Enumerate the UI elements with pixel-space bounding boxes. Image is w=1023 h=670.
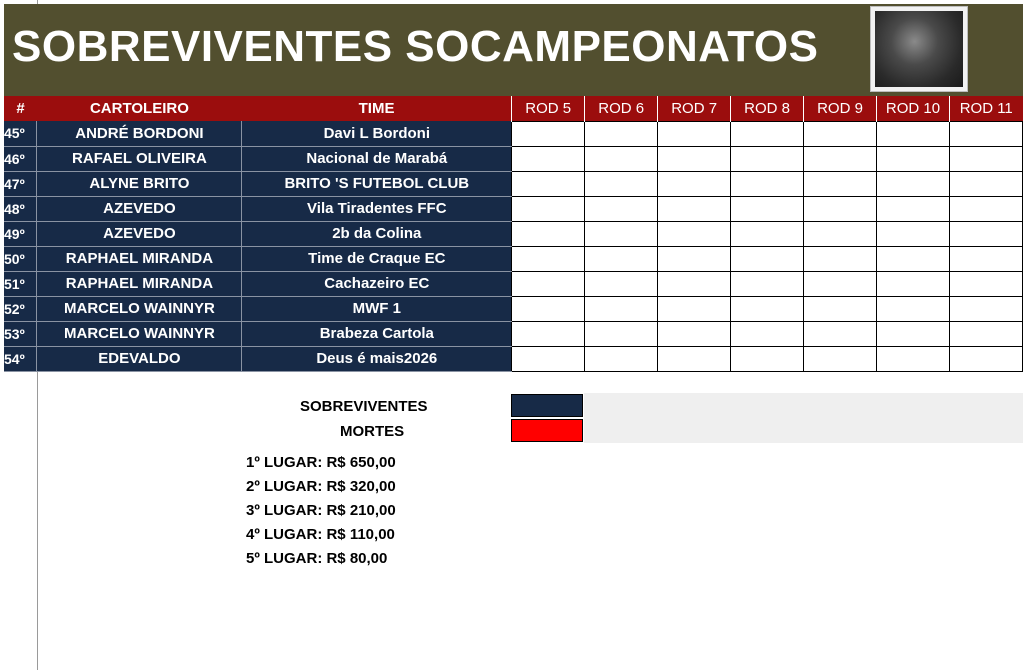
row-cartoleiro: RAPHAEL MIRANDA <box>37 271 242 296</box>
row-position: 49º <box>4 221 37 246</box>
table-row <box>4 346 1023 371</box>
rod-cell[interactable] <box>585 246 658 271</box>
row-time: Davi L Bordoni <box>242 121 512 146</box>
row-position: 48º <box>4 196 37 221</box>
rod-cell[interactable] <box>512 246 585 271</box>
row-time: MWF 1 <box>242 296 512 321</box>
rod-cell[interactable] <box>585 196 658 221</box>
rod-cell[interactable] <box>512 171 585 196</box>
rod-cell[interactable] <box>658 121 731 146</box>
grim-reaper-photo-icon <box>870 6 968 92</box>
row-cartoleiro: AZEVEDO <box>37 196 242 221</box>
rod-cell[interactable] <box>512 121 585 146</box>
rod-cell[interactable] <box>949 221 1022 246</box>
rod-cell[interactable] <box>949 121 1022 146</box>
rod-cell[interactable] <box>658 171 731 196</box>
rod-cell[interactable] <box>658 271 731 296</box>
rod-cell[interactable] <box>804 296 877 321</box>
table-header-row <box>4 96 1023 121</box>
survivors-table <box>4 96 1023 372</box>
title-banner <box>4 4 1023 96</box>
prize-1: 1º LUGAR: R$ 650,00 <box>246 454 396 471</box>
rod-cell[interactable] <box>804 146 877 171</box>
row-cartoleiro: RAFAEL OLIVEIRA <box>37 146 242 171</box>
rod-cell[interactable] <box>949 246 1022 271</box>
rod-cell[interactable] <box>731 171 804 196</box>
rod-cell[interactable] <box>877 146 950 171</box>
legend-sobreviventes-label: SOBREVIVENTES <box>300 398 428 415</box>
row-cartoleiro: EDEVALDO <box>37 346 242 371</box>
rod-cell[interactable] <box>658 221 731 246</box>
rod-cell[interactable] <box>512 271 585 296</box>
rod-cell[interactable] <box>731 346 804 371</box>
col-header-rod-7: ROD 7 <box>658 96 731 121</box>
col-header-rod-10: ROD 10 <box>877 96 950 121</box>
rod-cell[interactable] <box>949 196 1022 221</box>
table-row <box>4 146 1023 171</box>
row-position: 54º <box>4 346 37 371</box>
row-time: Time de Craque EC <box>242 246 512 271</box>
rod-cell[interactable] <box>731 196 804 221</box>
rod-cell[interactable] <box>658 196 731 221</box>
prize-3: 3º LUGAR: R$ 210,00 <box>246 502 396 519</box>
rod-cell[interactable] <box>512 196 585 221</box>
rod-cell[interactable] <box>877 246 950 271</box>
legend-mortes-label: MORTES <box>340 423 405 440</box>
table-row <box>4 246 1023 271</box>
page-title: SOBREVIVENTES SOCAMPEONATOS <box>12 22 819 71</box>
rod-cell[interactable] <box>877 171 950 196</box>
rod-cell[interactable] <box>949 271 1022 296</box>
rod-cell[interactable] <box>804 121 877 146</box>
rod-cell[interactable] <box>585 271 658 296</box>
col-header-rod-6: ROD 6 <box>585 96 658 121</box>
prize-4: 4º LUGAR: R$ 110,00 <box>246 526 395 543</box>
row-time: Deus é mais2026 <box>242 346 512 371</box>
rod-cell[interactable] <box>731 221 804 246</box>
table-row <box>4 321 1023 346</box>
photo-image <box>875 11 963 87</box>
row-position: 46º <box>4 146 37 171</box>
rod-cell[interactable] <box>731 271 804 296</box>
col-header-rod-9: ROD 9 <box>804 96 877 121</box>
row-cartoleiro: ALYNE BRITO <box>37 171 242 196</box>
row-time: Cachazeiro EC <box>242 271 512 296</box>
rod-cell[interactable] <box>804 196 877 221</box>
rod-cell[interactable] <box>585 121 658 146</box>
rod-cell[interactable] <box>877 321 950 346</box>
rod-cell[interactable] <box>804 246 877 271</box>
rod-cell[interactable] <box>512 346 585 371</box>
rod-cell[interactable] <box>585 321 658 346</box>
rod-cell[interactable] <box>512 296 585 321</box>
row-time: 2b da Colina <box>242 221 512 246</box>
rod-cell[interactable] <box>731 246 804 271</box>
table-row <box>4 221 1023 246</box>
row-time: Vila Tiradentes FFC <box>242 196 512 221</box>
col-header-rod-5: ROD 5 <box>512 96 585 121</box>
rod-cell[interactable] <box>512 146 585 171</box>
rod-cell[interactable] <box>512 221 585 246</box>
rod-cell[interactable] <box>658 296 731 321</box>
rod-cell[interactable] <box>731 321 804 346</box>
rod-cell[interactable] <box>804 346 877 371</box>
row-position: 45º <box>4 121 37 146</box>
rod-cell[interactable] <box>804 171 877 196</box>
rod-cell[interactable] <box>585 221 658 246</box>
row-position: 50º <box>4 246 37 271</box>
rod-cell[interactable] <box>877 196 950 221</box>
rod-cell[interactable] <box>731 146 804 171</box>
rod-cell[interactable] <box>585 146 658 171</box>
row-cartoleiro: MARCELO WAINNYR <box>37 296 242 321</box>
table-row <box>4 171 1023 196</box>
legend-sobreviventes-bar <box>584 393 1023 418</box>
prize-2: 2º LUGAR: R$ 320,00 <box>246 478 396 495</box>
rod-cell[interactable] <box>658 146 731 171</box>
rod-cell[interactable] <box>585 296 658 321</box>
col-header-rod-11: ROD 11 <box>949 96 1022 121</box>
row-position: 47º <box>4 171 37 196</box>
rod-cell[interactable] <box>949 171 1022 196</box>
legend-mortes-bar <box>584 418 1023 443</box>
rod-cell[interactable] <box>658 321 731 346</box>
rod-cell[interactable] <box>877 121 950 146</box>
rod-cell[interactable] <box>949 146 1022 171</box>
table-row <box>4 121 1023 146</box>
row-cartoleiro: MARCELO WAINNYR <box>37 321 242 346</box>
col-header-rod-8: ROD 8 <box>731 96 804 121</box>
rod-cell[interactable] <box>949 296 1022 321</box>
legend-sobreviventes-swatch <box>511 394 583 417</box>
col-header-position: # <box>4 96 37 121</box>
rod-cell[interactable] <box>658 346 731 371</box>
rod-cell[interactable] <box>877 271 950 296</box>
rod-cell[interactable] <box>585 346 658 371</box>
legend-mortes-swatch <box>511 419 583 442</box>
row-time: BRITO 'S FUTEBOL CLUB <box>242 171 512 196</box>
table-row <box>4 196 1023 221</box>
rod-cell[interactable] <box>804 221 877 246</box>
row-position: 51º <box>4 271 37 296</box>
prize-5: 5º LUGAR: R$ 80,00 <box>246 550 388 567</box>
rod-cell[interactable] <box>877 346 950 371</box>
rod-cell[interactable] <box>512 321 585 346</box>
row-cartoleiro: RAPHAEL MIRANDA <box>37 246 242 271</box>
col-header-time: TIME <box>242 96 512 121</box>
rod-cell[interactable] <box>877 296 950 321</box>
row-cartoleiro: AZEVEDO <box>37 221 242 246</box>
table-row <box>4 271 1023 296</box>
row-position: 52º <box>4 296 37 321</box>
rod-cell[interactable] <box>658 246 731 271</box>
table-row <box>4 296 1023 321</box>
rod-cell[interactable] <box>949 346 1022 371</box>
rod-cell[interactable] <box>877 221 950 246</box>
row-time: Nacional de Marabá <box>242 146 512 171</box>
rod-cell[interactable] <box>804 271 877 296</box>
row-cartoleiro: ANDRÉ BORDONI <box>37 121 242 146</box>
row-time: Brabeza Cartola <box>242 321 512 346</box>
rod-cell[interactable] <box>804 321 877 346</box>
rod-cell[interactable] <box>731 121 804 146</box>
row-position: 53º <box>4 321 37 346</box>
rod-cell[interactable] <box>949 321 1022 346</box>
rod-cell[interactable] <box>585 171 658 196</box>
rod-cell[interactable] <box>731 296 804 321</box>
col-header-cartoleiro: CARTOLEIRO <box>37 96 242 121</box>
